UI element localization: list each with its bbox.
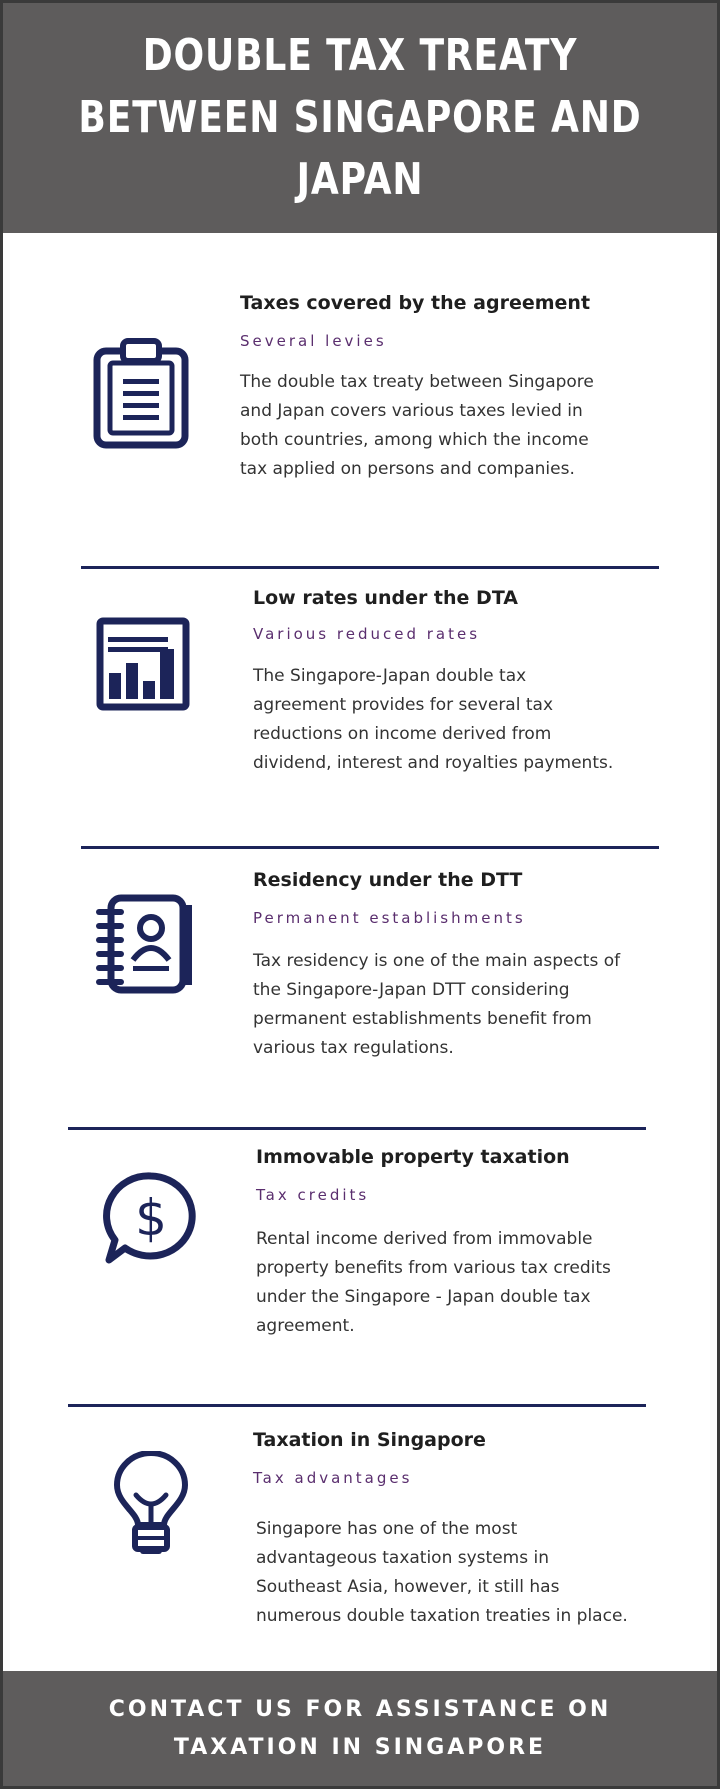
section-divider: [68, 1127, 646, 1130]
section-body: The double tax treaty between Singapore and Japan covers various taxes levied in both countries, among which the income tax applied on persons and companies.: [240, 372, 594, 479]
section-heading: Low rates under the DTA: [253, 587, 519, 609]
page-title: DOUBLE TAX TREATY BETWEEN SINGAPORE AND JAPAN: [78, 30, 642, 205]
section-subheading: Several levies: [240, 332, 387, 350]
section-divider: [68, 1404, 646, 1407]
contact-call-to-action[interactable]: CONTACT US FOR ASSISTANCE ON TAXATION IN SINGAPORE: [108, 1696, 612, 1760]
section-heading: Taxes covered by the agreement: [240, 292, 591, 314]
dollar-speech-bubble-icon: [103, 1170, 199, 1266]
section-divider: [81, 566, 659, 569]
section-heading: Taxation in Singapore: [253, 1429, 486, 1451]
lightbulb-icon: [111, 1451, 191, 1559]
bar-chart-icon: [96, 617, 190, 711]
section-subheading: Permanent establishments: [253, 909, 526, 927]
section-subheading: Tax advantages: [253, 1469, 413, 1487]
section-subheading: Various reduced rates: [253, 625, 481, 643]
svg-text:$: $: [135, 1189, 167, 1247]
section-subheading: Tax credits: [256, 1186, 370, 1204]
section-heading: Residency under the DTT: [253, 869, 523, 891]
section-heading: Immovable property taxation: [256, 1146, 570, 1168]
section-body: Rental income derived from immovable property benefits from various tax credits under the Singapore - Japan double tax agreement.: [256, 1229, 611, 1336]
clipboard-icon: [93, 337, 189, 449]
contact-footer[interactable]: [3, 1671, 717, 1786]
section-body: Tax residency is one of the main aspects of the Singapore-Japan DTT considering permanent establishments benefit from various tax regulations.: [253, 951, 621, 1058]
section-body: The Singapore-Japan double tax agreement provides for several tax reductions on income derived from dividend, interest and royalties payments.: [253, 666, 614, 773]
section-body: Singapore has one of the most advantageous taxation systems in Southeast Asia, however, it still has numerous double taxation treaties in place.: [256, 1519, 628, 1626]
address-book-icon: [95, 894, 197, 994]
section-divider: [81, 846, 659, 849]
header-banner: [3, 3, 717, 233]
